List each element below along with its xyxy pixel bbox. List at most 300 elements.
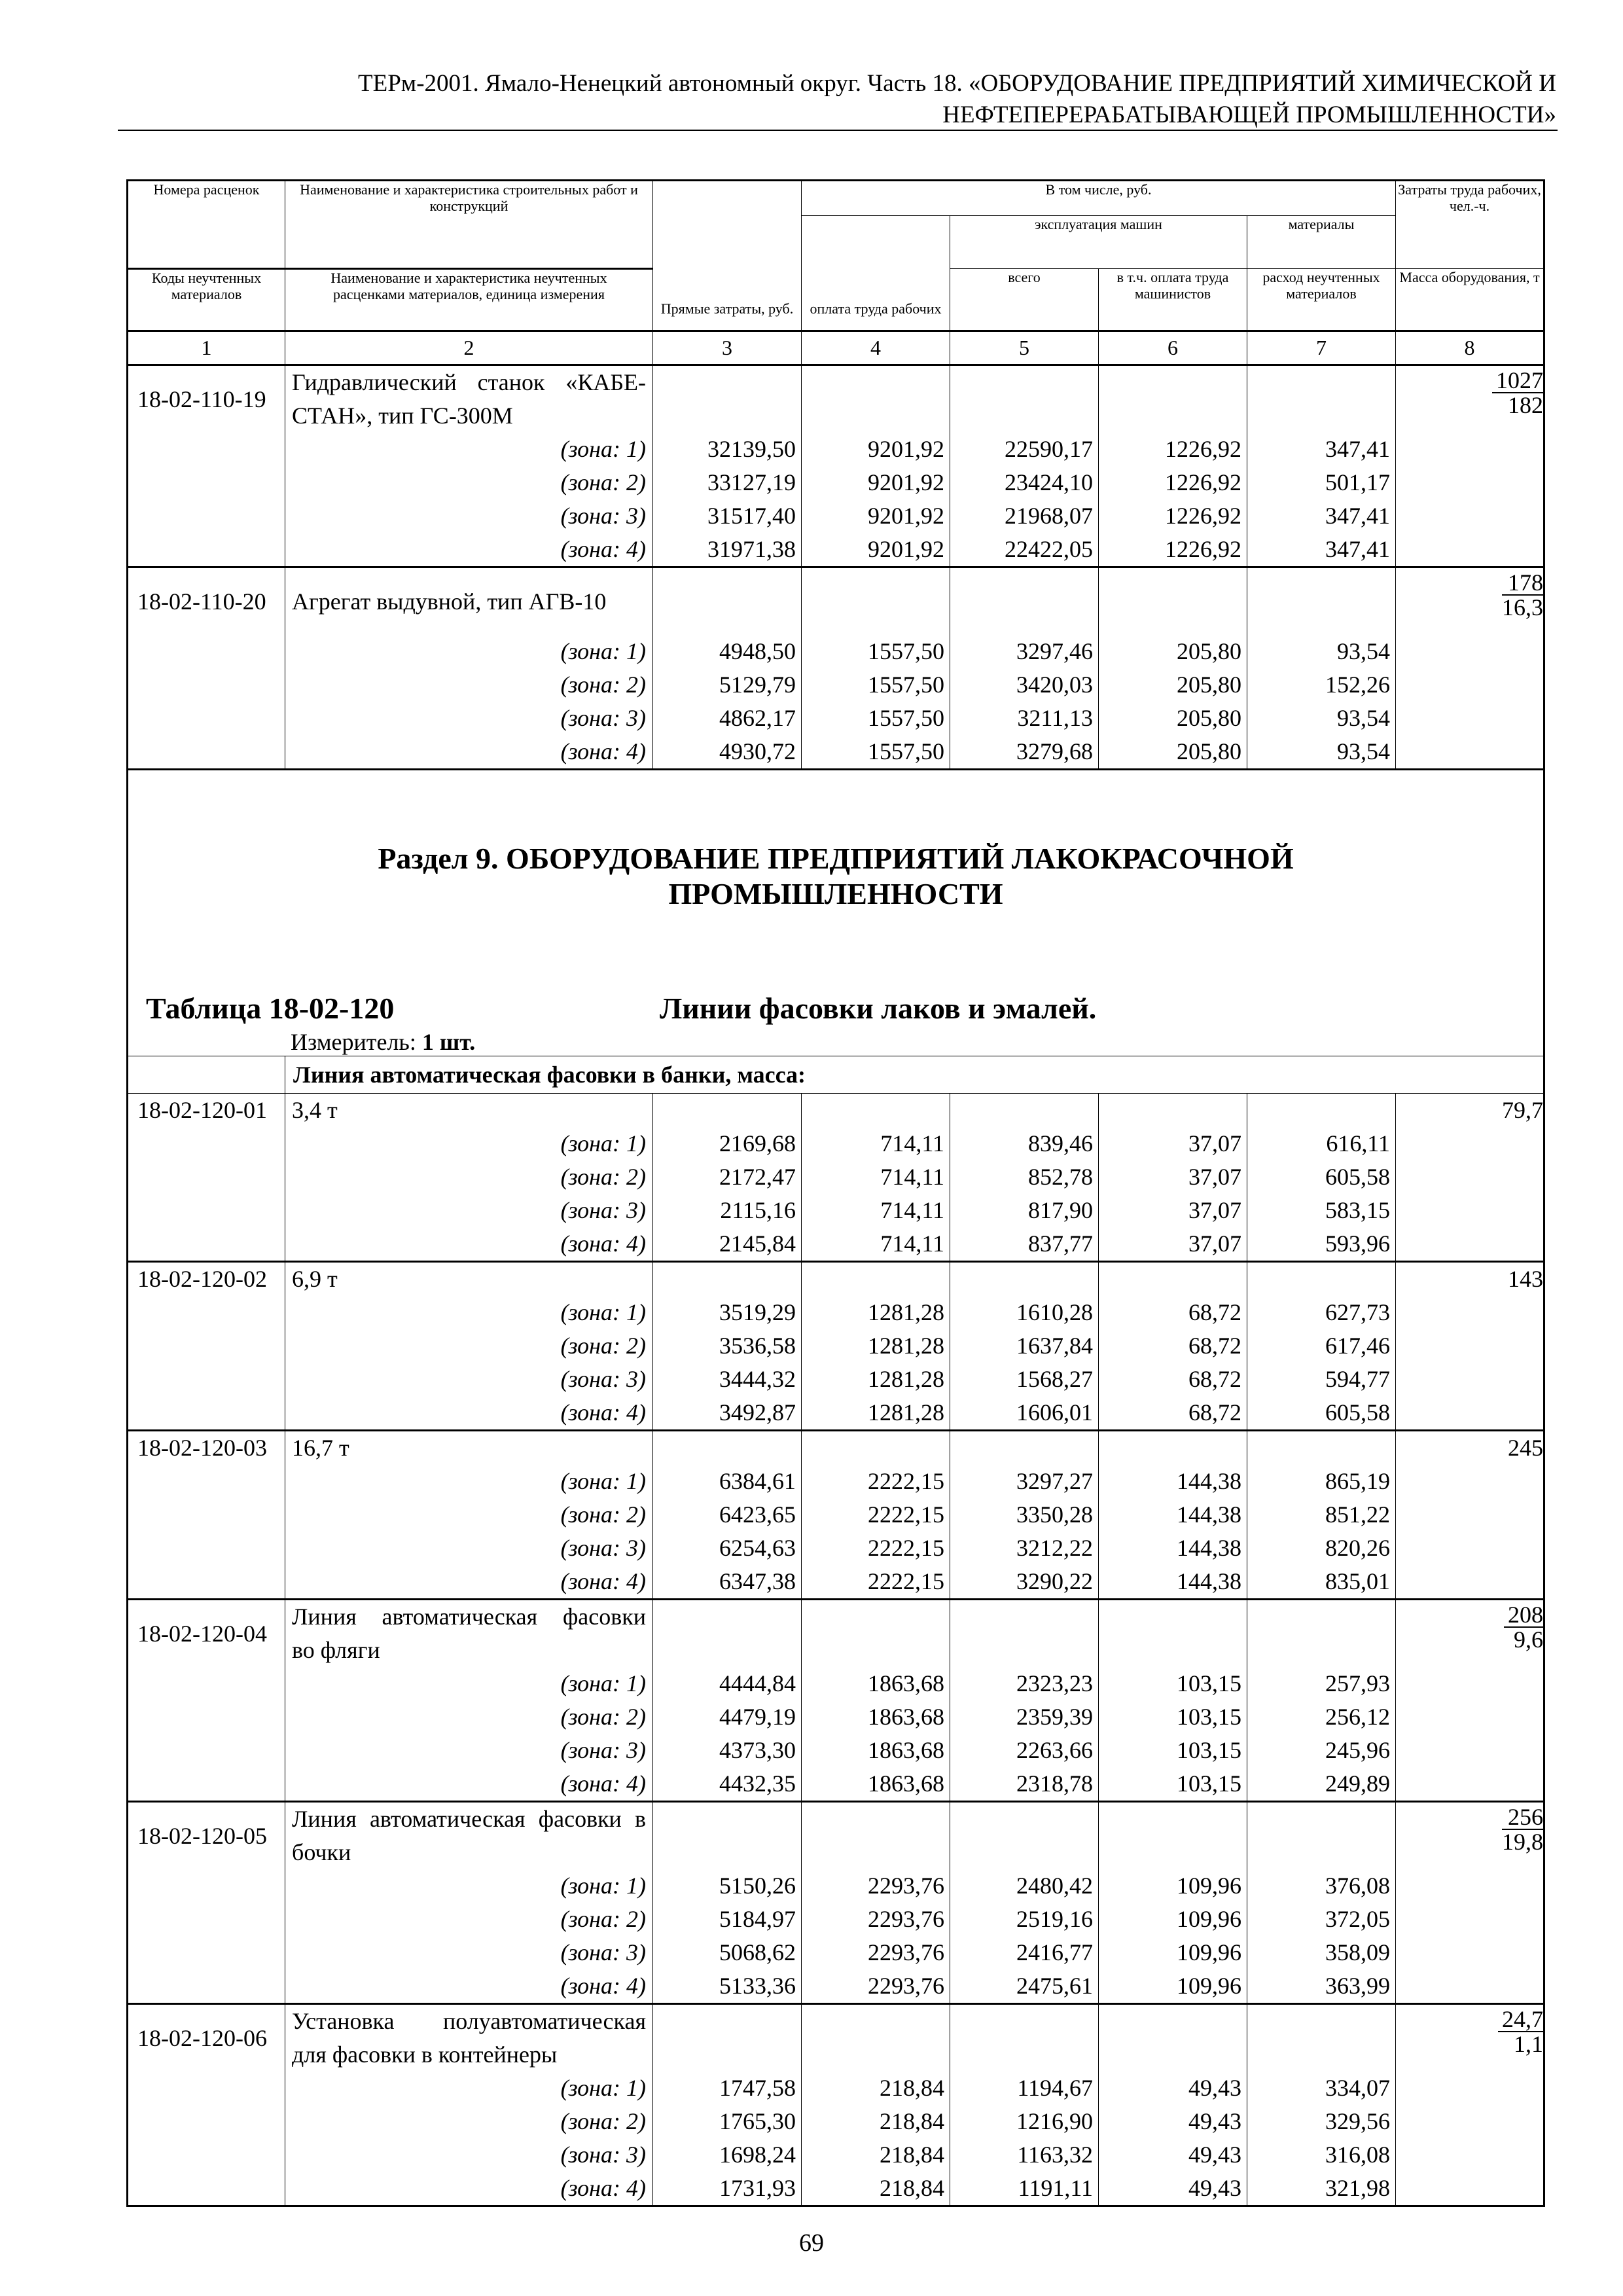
rate-block [128, 1094, 1544, 1262]
machines-total-value: 3297,27 [1016, 1468, 1093, 1494]
worker-pay-cell [802, 567, 950, 770]
spacer [1247, 1803, 1395, 1869]
zone-label: (зона: 3) [560, 1939, 646, 1965]
labor-costs-value: 245 [1508, 1435, 1544, 1461]
worker-pay-value: 1281,28 [868, 1299, 944, 1325]
materials-value: 616,11 [1326, 1130, 1391, 1157]
labor-mass-fraction [1502, 568, 1543, 619]
worker-pay-value: 2222,15 [868, 1468, 944, 1494]
zone-label: (зона: 1) [560, 1130, 646, 1157]
worker-pay-value: 9201,92 [868, 436, 944, 462]
worker-pay-cell [802, 1600, 950, 1802]
rate-code: 18-02-120-04 [137, 1620, 267, 1647]
rate-name [285, 366, 652, 433]
rate-name-line: для фасовки в контейнеры [292, 2041, 558, 2068]
machines-total-value: 3211,13 [1017, 705, 1093, 731]
spacer [950, 1094, 1098, 1127]
rate-code: 18-02-120-06 [137, 2024, 267, 2051]
spacer [950, 366, 1098, 433]
operator-pay-cell [1099, 567, 1247, 770]
worker-pay-value: 2222,15 [868, 1501, 944, 1528]
materials-value: 627,73 [1325, 1299, 1391, 1325]
machines-total-value: 3212,22 [1016, 1535, 1093, 1561]
zone-label: (зона: 4) [560, 536, 646, 562]
table-name: Линии фасовки лаков и эмалей. [660, 992, 1097, 1025]
direct-costs-value: 2145,84 [719, 1230, 796, 1257]
direct-costs-value: 6347,38 [719, 1568, 796, 1594]
column-number: 5 [950, 331, 1099, 365]
spacer [1099, 1094, 1247, 1127]
spacer [1247, 1094, 1395, 1127]
machines-total-value: 3297,46 [1016, 638, 1093, 664]
materials-value: 501,17 [1325, 469, 1391, 495]
zone-label: (зона: 2) [560, 1164, 646, 1190]
materials-value: 256,12 [1325, 1704, 1391, 1730]
rate-name-cell [285, 365, 653, 567]
spacer [653, 366, 801, 433]
worker-pay-value: 1281,28 [868, 1366, 944, 1392]
materials-cell [1247, 1262, 1396, 1431]
zone-label: (зона: 4) [560, 1770, 646, 1797]
direct-costs-value: 5133,36 [719, 1973, 796, 1999]
zone-label: (зона: 1) [560, 638, 646, 664]
worker-pay-value: 714,11 [880, 1130, 944, 1157]
machines-total-value: 2263,66 [1016, 1737, 1093, 1763]
direct-costs-value: 5068,62 [719, 1939, 796, 1965]
worker-pay-value: 2222,15 [868, 1568, 944, 1594]
operator-pay-value: 68,72 [1188, 1366, 1241, 1392]
operator-pay-value: 103,15 [1177, 1704, 1241, 1730]
labor-mass-cell [1396, 1262, 1544, 1431]
machines-total-value: 3290,22 [1016, 1568, 1093, 1594]
machines-total-value: 3420,03 [1016, 672, 1093, 698]
rate-name [285, 1263, 652, 1296]
rate-code-cell [128, 365, 285, 567]
zone-label: (зона: 4) [560, 1399, 646, 1426]
machines-total-cell [950, 567, 1099, 770]
direct-costs-value: 31517,40 [707, 503, 796, 529]
rate-name-line: бочки [292, 1839, 351, 1865]
th-equipment-mass: Масса оборудования, т [1396, 269, 1544, 331]
materials-value: 249,89 [1325, 1770, 1391, 1797]
rate-name-line: Линия автоматическая фасовки в [292, 1806, 646, 1832]
spacer [802, 1803, 950, 1869]
materials-cell [1247, 1600, 1396, 1802]
subheading-row [128, 1056, 1544, 1094]
empty-cell [128, 1056, 285, 1094]
zone-label: (зона: 3) [560, 705, 646, 731]
materials-cell [1247, 1431, 1396, 1600]
zone-label: (зона: 2) [560, 1906, 646, 1932]
machines-total-value: 2318,78 [1016, 1770, 1093, 1797]
operator-pay-value: 37,07 [1188, 1230, 1241, 1257]
direct-costs-cell [653, 1094, 802, 1262]
th-rate-numbers: Номера расценок [128, 181, 285, 269]
measure-value: 1 шт. [421, 1029, 476, 1055]
materials-value: 93,54 [1337, 705, 1391, 731]
operator-pay-value: 109,96 [1177, 1973, 1241, 1999]
rate-name-line: Гидравлический станок «КАБЕ- [292, 369, 646, 395]
rate-name-cell [285, 1431, 653, 1600]
direct-costs-cell [653, 567, 802, 770]
zone-label: (зона: 3) [560, 1197, 646, 1223]
worker-pay-value: 1557,50 [868, 672, 944, 698]
rate-name-line: СТАН», тип ГС-300М [292, 403, 513, 429]
machines-total-value: 1568,27 [1016, 1366, 1093, 1392]
spacer [802, 2005, 950, 2072]
running-header [358, 68, 1556, 131]
rate-code: 18-02-120-03 [137, 1435, 267, 1461]
rate-name [285, 2005, 652, 2072]
zone-label: (зона: 1) [560, 2075, 646, 2101]
direct-costs-value: 2169,68 [719, 1130, 796, 1157]
rates-table [126, 179, 1545, 2207]
spacer [950, 1263, 1098, 1296]
operator-pay-cell [1099, 1600, 1247, 1802]
worker-pay-value: 2293,76 [868, 1939, 944, 1965]
spacer [950, 1431, 1098, 1465]
direct-costs-value: 4432,35 [719, 1770, 796, 1797]
worker-pay-value: 1557,50 [868, 705, 944, 731]
rate-block [128, 567, 1544, 770]
operator-pay-value: 144,38 [1177, 1501, 1241, 1528]
direct-costs-value: 6423,65 [719, 1501, 796, 1528]
th-work-name: Наименование и характеристика строительных работ и конструкций [285, 181, 653, 269]
spacer [1099, 2005, 1247, 2072]
machines-total-value: 1610,28 [1016, 1299, 1093, 1325]
operator-pay-value: 37,07 [1188, 1130, 1241, 1157]
machines-total-value: 817,90 [1028, 1197, 1093, 1223]
rate-code-cell [128, 2004, 285, 2206]
th-worker-pay: оплата труда рабочих [802, 216, 950, 331]
th-operator-pay: в т.ч. оплата труда машинистов [1099, 269, 1247, 331]
operator-pay-value: 109,96 [1177, 1873, 1241, 1899]
labor-costs-value: 178 [1502, 571, 1543, 596]
direct-costs-value: 3536,58 [719, 1333, 796, 1359]
th-material-codes: Коды неучтенных материалов [128, 269, 285, 331]
rate-code-cell [128, 1431, 285, 1600]
materials-value: 329,56 [1325, 2108, 1391, 2134]
materials-cell [1247, 567, 1396, 770]
zone-label: (зона: 3) [560, 503, 646, 529]
worker-pay-cell [802, 1431, 950, 1600]
spacer [653, 1263, 801, 1296]
operator-pay-value: 68,72 [1188, 1399, 1241, 1426]
zone-label: (зона: 2) [560, 672, 646, 698]
materials-value: 372,05 [1325, 1906, 1391, 1932]
direct-costs-value: 6384,61 [719, 1468, 796, 1494]
machines-total-value: 21968,07 [1005, 503, 1093, 529]
spacer [1247, 366, 1395, 433]
rate-name [285, 568, 652, 635]
spacer [950, 1803, 1098, 1869]
labor-costs-value: 24,7 [1498, 2007, 1543, 2032]
th-materials: материалы [1247, 216, 1396, 269]
zone-label: (зона: 3) [560, 2142, 646, 2168]
operator-pay-value: 1226,92 [1165, 469, 1241, 495]
materials-value: 93,54 [1337, 738, 1391, 764]
machines-total-value: 3279,68 [1016, 738, 1093, 764]
spacer [1099, 366, 1247, 433]
machines-total-value: 1191,11 [1018, 2175, 1093, 2201]
materials-value: 594,77 [1325, 1366, 1391, 1392]
running-header-line2: НЕФТЕПЕРЕРАБАТЫВАЮЩЕЙ ПРОМЫШЛЕННОСТИ» [942, 101, 1556, 128]
spacer [653, 568, 801, 635]
materials-cell [1247, 1802, 1396, 2004]
machines-total-value: 1194,67 [1017, 2075, 1093, 2101]
labor-mass-cell [1396, 1431, 1544, 1600]
operator-pay-value: 49,43 [1188, 2142, 1241, 2168]
labor-mass-fraction [1492, 366, 1543, 417]
direct-costs-cell [653, 1600, 802, 1802]
labor-mass-cell [1396, 1600, 1544, 1802]
operator-pay-value: 49,43 [1188, 2175, 1241, 2201]
machines-total-value: 1606,01 [1016, 1399, 1093, 1426]
materials-value: 617,46 [1325, 1333, 1391, 1359]
worker-pay-value: 9201,92 [868, 503, 944, 529]
machines-total-value: 22422,05 [1005, 536, 1093, 562]
th-including: В том числе, руб. [802, 181, 1396, 216]
labor-mass-fraction [1504, 1600, 1543, 1651]
operator-pay-value: 205,80 [1177, 638, 1241, 664]
subheading: Линия автоматическая фасовки в банки, масса: [285, 1056, 1544, 1094]
materials-value: 257,93 [1325, 1670, 1391, 1696]
operator-pay-value: 109,96 [1177, 1906, 1241, 1932]
rate-code: 18-02-110-20 [137, 588, 266, 615]
rate-block [128, 1802, 1544, 2004]
rate-code: 18-02-110-19 [137, 386, 266, 412]
direct-costs-value: 1731,93 [719, 2175, 796, 2201]
rate-name [285, 1600, 652, 1667]
labor-costs-value: 1027 [1492, 368, 1543, 393]
spacer [1099, 1600, 1247, 1667]
machines-total-value: 1163,32 [1017, 2142, 1093, 2168]
zone-label: (зона: 4) [560, 2175, 646, 2201]
zone-label: (зона: 4) [560, 1973, 646, 1999]
labor-mass-cell [1396, 1802, 1544, 2004]
materials-cell [1247, 365, 1396, 567]
table-caption: Таблица 18-02-120 [146, 992, 395, 1025]
materials-value: 835,01 [1325, 1568, 1391, 1594]
machines-total-value: 837,77 [1028, 1230, 1093, 1257]
spacer [653, 2005, 801, 2072]
header-rule [118, 130, 1558, 131]
column-number: 4 [802, 331, 950, 365]
labor-costs-value: 143 [1508, 1266, 1544, 1292]
worker-pay-value: 1863,68 [868, 1737, 944, 1763]
machines-total-cell [950, 1262, 1099, 1431]
rate-name-line: Агрегат выдувной, тип АГВ-10 [292, 588, 607, 615]
direct-costs-cell [653, 1431, 802, 1600]
operator-pay-value: 109,96 [1177, 1939, 1241, 1965]
running-header-line1: ТЕРм-2001. Ямало-Ненецкий автономный округ. Часть 18. «ОБОРУДОВАНИЕ ПРЕДПРИЯТИЙ ХИМИЧЕСКОЙ И [358, 70, 1556, 97]
rate-name [285, 1431, 652, 1465]
zone-label: (зона: 1) [560, 1873, 646, 1899]
direct-costs-value: 3444,32 [719, 1366, 796, 1392]
machines-total-value: 2323,23 [1016, 1670, 1093, 1696]
zone-label: (зона: 1) [560, 1468, 646, 1494]
rate-name-line: 6,9 т [292, 1266, 338, 1292]
equipment-mass-value: 16,3 [1502, 594, 1544, 620]
spacer [1099, 1263, 1247, 1296]
machines-total-value: 1216,90 [1016, 2108, 1093, 2134]
column-number: 3 [653, 331, 802, 365]
materials-value: 376,08 [1325, 1873, 1391, 1899]
materials-cell [1247, 2004, 1396, 2206]
direct-costs-value: 33127,19 [707, 469, 796, 495]
worker-pay-value: 1863,68 [868, 1770, 944, 1797]
operator-pay-cell [1099, 1802, 1247, 2004]
spacer [1247, 1263, 1395, 1296]
direct-costs-value: 5184,97 [719, 1906, 796, 1932]
worker-pay-value: 2293,76 [868, 1906, 944, 1932]
machines-total-value: 2416,77 [1016, 1939, 1093, 1965]
operator-pay-value: 144,38 [1177, 1468, 1241, 1494]
labor-costs-value: 208 [1504, 1603, 1543, 1628]
machines-total-value: 23424,10 [1005, 469, 1093, 495]
spacer [1247, 568, 1395, 635]
worker-pay-value: 218,84 [880, 2108, 944, 2134]
direct-costs-value: 4948,50 [719, 638, 796, 664]
direct-costs-value: 4444,84 [719, 1670, 796, 1696]
operator-pay-value: 103,15 [1177, 1670, 1241, 1696]
zone-label: (зона: 1) [560, 436, 646, 462]
section-row [128, 770, 1544, 1056]
materials-value: 363,99 [1325, 1973, 1391, 1999]
machines-total-value: 3350,28 [1016, 1501, 1093, 1528]
materials-value: 820,26 [1325, 1535, 1391, 1561]
zone-label: (зона: 2) [560, 1501, 646, 1528]
spacer [653, 1431, 801, 1465]
machines-total-value: 1637,84 [1016, 1333, 1093, 1359]
worker-pay-value: 218,84 [880, 2075, 944, 2101]
rate-name [285, 1094, 652, 1127]
operator-pay-value: 103,15 [1177, 1770, 1241, 1797]
rate-name-cell [285, 567, 653, 770]
materials-value: 347,41 [1325, 503, 1391, 529]
direct-costs-value: 3492,87 [719, 1399, 796, 1426]
labor-mass-cell [1396, 2004, 1544, 2206]
operator-pay-cell [1099, 2004, 1247, 2206]
operator-pay-value: 37,07 [1188, 1164, 1241, 1190]
materials-value: 347,41 [1325, 536, 1391, 562]
direct-costs-value: 1747,58 [719, 2075, 796, 2101]
worker-pay-value: 1863,68 [868, 1704, 944, 1730]
zone-label: (зона: 1) [560, 1299, 646, 1325]
materials-value: 245,96 [1325, 1737, 1391, 1763]
rate-name-line: Линия автоматическая фасовки [292, 1604, 646, 1630]
operator-pay-cell [1099, 365, 1247, 567]
rate-name-line: во фляги [292, 1637, 380, 1663]
spacer [950, 1600, 1098, 1667]
materials-value: 316,08 [1325, 2142, 1391, 2168]
column-number: 2 [285, 331, 653, 365]
worker-pay-value: 714,11 [880, 1197, 944, 1223]
labor-mass-fraction [1498, 2005, 1543, 2056]
zone-label: (зона: 4) [560, 1230, 646, 1257]
machines-total-value: 2480,42 [1016, 1873, 1093, 1899]
worker-pay-value: 1281,28 [868, 1333, 944, 1359]
labor-mass-cell [1396, 567, 1544, 770]
machines-total-value: 2359,39 [1016, 1704, 1093, 1730]
operator-pay-value: 1226,92 [1165, 536, 1241, 562]
rate-name-cell [285, 1600, 653, 1802]
th-direct-costs: Прямые затраты, руб. [653, 181, 802, 331]
th-material-name: Наименование и характеристика неучтенных расценками материалов, единица измерения [285, 269, 653, 331]
direct-costs-value: 1765,30 [719, 2108, 796, 2134]
materials-value: 865,19 [1325, 1468, 1391, 1494]
spacer [950, 568, 1098, 635]
machines-total-cell [950, 365, 1099, 567]
rate-code-cell [128, 1802, 285, 2004]
section-title-line2: ПРОМЫШЛЕННОСТИ [668, 877, 1003, 910]
measure-label: Измеритель: [291, 1029, 416, 1055]
zone-label: (зона: 4) [560, 1568, 646, 1594]
direct-costs-value: 4479,19 [719, 1704, 796, 1730]
rate-code-cell [128, 1600, 285, 1802]
operator-pay-value: 144,38 [1177, 1535, 1241, 1561]
worker-pay-value: 9201,92 [868, 469, 944, 495]
rate-name-cell [285, 1802, 653, 2004]
column-number: 6 [1099, 331, 1247, 365]
operator-pay-value: 68,72 [1188, 1333, 1241, 1359]
worker-pay-value: 218,84 [880, 2142, 944, 2168]
rate-name-line: Установка полуавтоматическая [292, 2008, 646, 2034]
materials-value: 347,41 [1325, 436, 1391, 462]
rate-block [128, 1262, 1544, 1431]
operator-pay-cell [1099, 1262, 1247, 1431]
spacer [802, 1263, 950, 1296]
machines-total-cell [950, 1600, 1099, 1802]
materials-cell [1247, 1094, 1396, 1262]
spacer [802, 366, 950, 433]
worker-pay-value: 1557,50 [868, 638, 944, 664]
direct-costs-value: 4373,30 [719, 1737, 796, 1763]
labor-mass-cell [1396, 365, 1544, 567]
zone-label: (зона: 2) [560, 1333, 646, 1359]
direct-costs-value: 6254,63 [719, 1535, 796, 1561]
column-number: 7 [1247, 331, 1396, 365]
direct-costs-value: 4862,17 [719, 705, 796, 731]
equipment-mass-value: 19,8 [1502, 1829, 1544, 1855]
worker-pay-cell [802, 1262, 950, 1431]
worker-pay-value: 714,11 [880, 1164, 944, 1190]
worker-pay-value: 1863,68 [868, 1670, 944, 1696]
zone-label: (зона: 4) [560, 738, 646, 764]
operator-pay-value: 1226,92 [1165, 436, 1241, 462]
direct-costs-cell [653, 2004, 802, 2206]
zone-label: (зона: 2) [560, 469, 646, 495]
spacer [1099, 1803, 1247, 1869]
materials-value: 358,09 [1325, 1939, 1391, 1965]
spacer [653, 1094, 801, 1127]
machines-total-cell [950, 1802, 1099, 2004]
spacer [1247, 1600, 1395, 1667]
materials-value: 334,07 [1325, 2075, 1391, 2101]
materials-value: 93,54 [1337, 638, 1391, 664]
materials-value: 851,22 [1325, 1501, 1391, 1528]
spacer [802, 1431, 950, 1465]
operator-pay-value: 49,43 [1188, 2075, 1241, 2101]
materials-value: 321,98 [1325, 2175, 1391, 2201]
spacer [653, 1600, 801, 1667]
machines-total-cell [950, 1431, 1099, 1600]
machines-total-cell [950, 1094, 1099, 1262]
operator-pay-cell [1099, 1094, 1247, 1262]
labor-mass-fraction [1502, 1803, 1543, 1854]
spacer [802, 568, 950, 635]
labor-costs-value: 256 [1502, 1805, 1543, 1830]
